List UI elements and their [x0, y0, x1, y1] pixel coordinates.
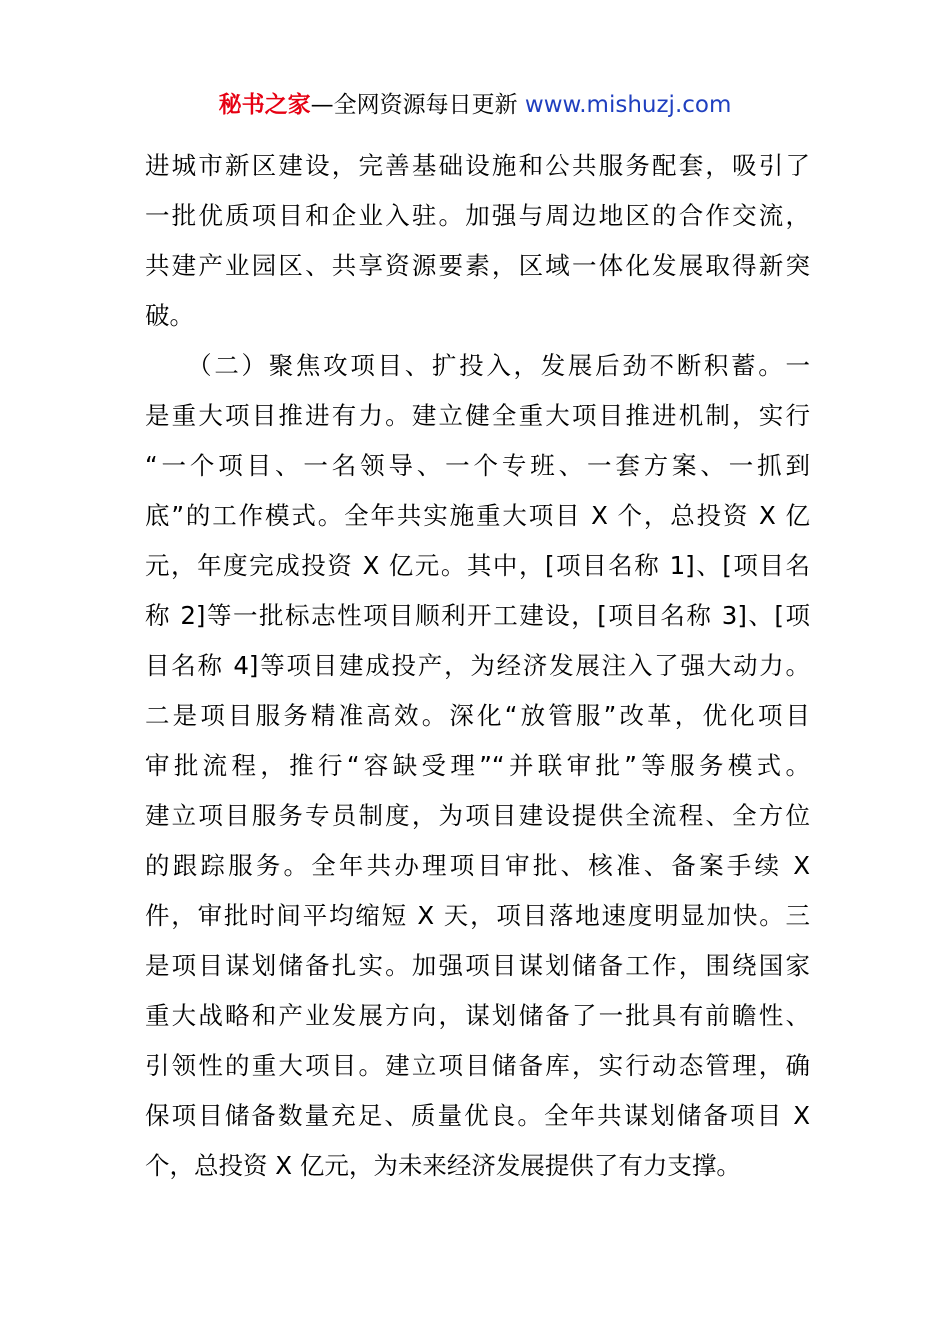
site-header — [0, 88, 950, 122]
text-line: 的跟踪服务。全年共办理项目审批、核准、备案手续 X — [145, 851, 810, 880]
text-line: 重大战略和产业发展方向，谋划储备了一批具有前瞻性、 — [145, 1001, 810, 1030]
text-line: 元，年度完成投资 X 亿元。其中，[项目名称 1]、[项目名 — [145, 551, 810, 580]
text-line: 称 2]等一批标志性项目顺利开工建设，[项目名称 3]、[项 — [145, 601, 810, 630]
text-line: 目名称 4]等项目建成投产，为经济发展注入了强大动力。 — [145, 651, 810, 680]
text-line: 是重大项目推进有力。建立健全重大项目推进机制，实行 — [145, 401, 810, 430]
text-line: 底”的工作模式。全年共实施重大项目 X 个，总投资 X 亿 — [145, 501, 810, 530]
text-line: 引领性的重大项目。建立项目储备库，实行动态管理，确 — [145, 1051, 810, 1080]
header-tagline: —全网资源每日更新 — [310, 92, 525, 118]
text-line: 进城市新区建设，完善基础设施和公共服务配套，吸引了 — [145, 151, 810, 180]
document-body — [145, 141, 810, 1191]
text-line: 是项目谋划储备扎实。加强项目谋划储备工作，围绕国家 — [145, 951, 810, 980]
text-line: 一批优质项目和企业入驻。加强与周边地区的合作交流， — [145, 201, 810, 230]
text-line: 二是项目服务精准高效。深化“放管服”改革，优化项目 — [145, 701, 810, 730]
text-line: 个，总投资 X 亿元，为未来经济发展提供了有力支撑。 — [145, 1151, 741, 1180]
text-line: 建立项目服务专员制度，为项目建设提供全流程、全方位 — [145, 801, 810, 830]
text-line: 破。 — [145, 301, 194, 330]
brand-name: 秘书之家 — [218, 92, 311, 118]
text-line: 件，审批时间平均缩短 X 天，项目落地速度明显加快。三 — [145, 901, 810, 930]
text-line: 保项目储备数量充足、质量优良。全年共谋划储备项目 X — [145, 1101, 810, 1130]
text-line: “一个项目、一名领导、一个专班、一套方案、一抓到 — [145, 451, 810, 480]
section-heading-line: （二）聚焦攻项目、扩投入，发展后劲不断积蓄。一 — [145, 351, 810, 380]
text-line: 审批流程，推行“容缺受理”“并联审批”等服务模式。 — [145, 751, 810, 780]
text-line: 共建产业园区、共享资源要素，区域一体化发展取得新突 — [145, 251, 810, 280]
site-url-link[interactable]: www.mishuzj.com — [524, 92, 732, 118]
